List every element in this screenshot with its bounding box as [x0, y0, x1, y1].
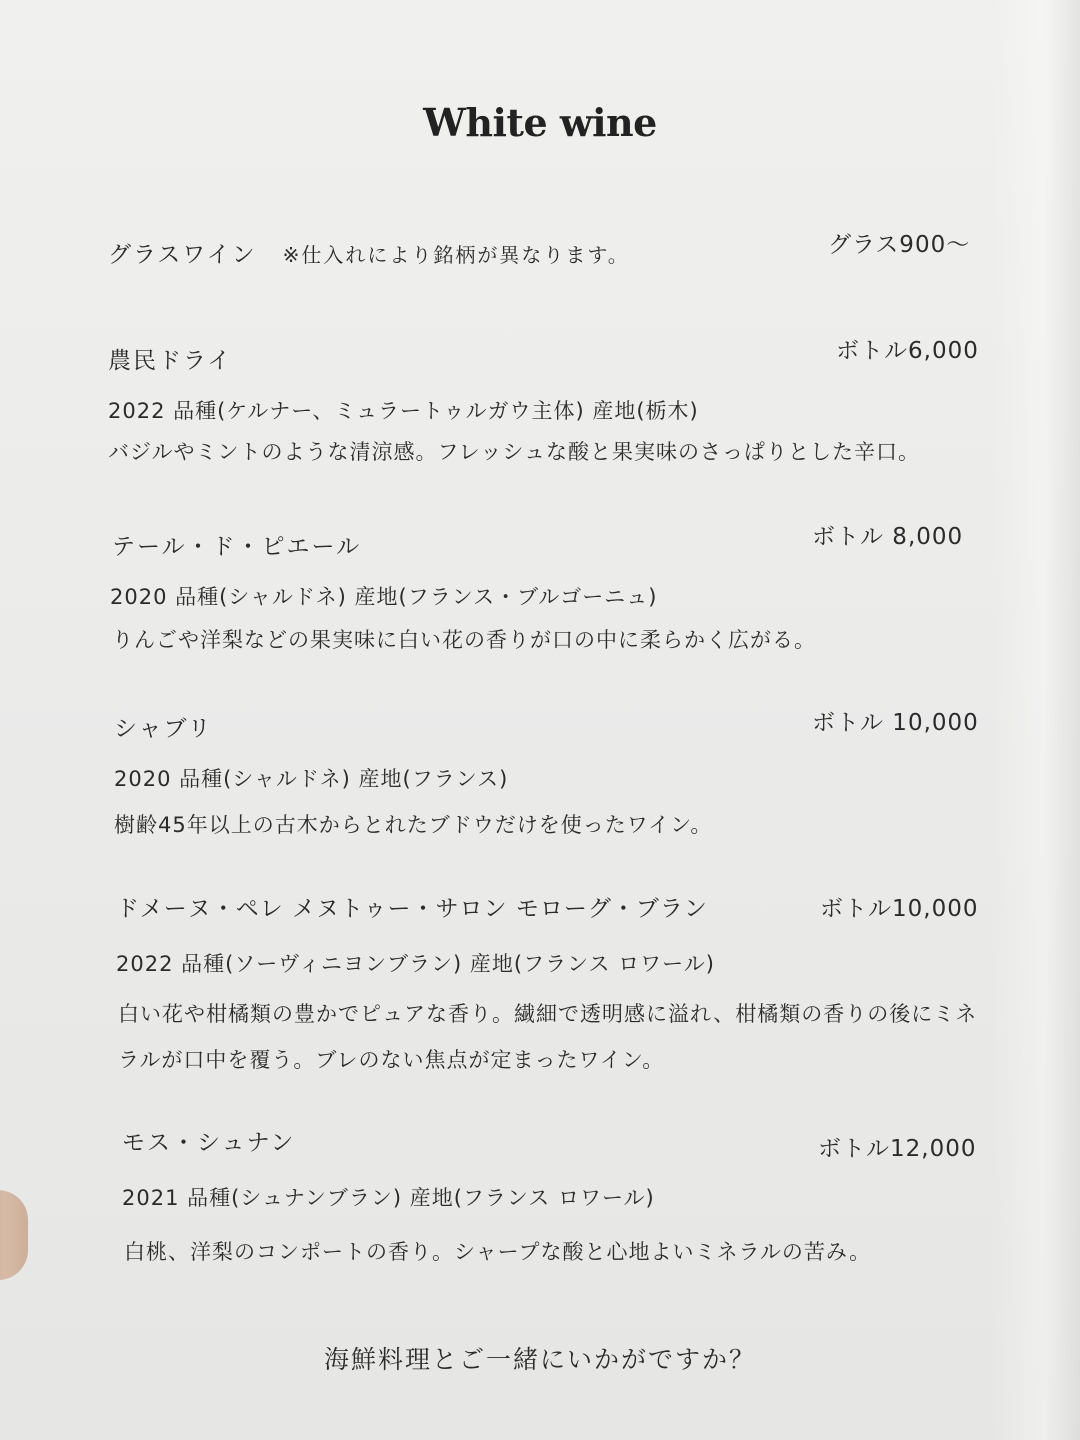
wine-description: りんごや洋梨などの果実味に白い花の香りが口の中に柔らかく広がる。: [112, 628, 816, 652]
wine-details: 2022 品種(ケルナー、ミュラートゥルガウ主体) 産地(栃木): [108, 399, 699, 423]
wine-price: ボトル6,000: [836, 338, 979, 364]
wine-details: 2022 品種(ソーヴィニヨンブラン) 産地(フランス ロワール): [116, 952, 715, 976]
wine-details: 2020 品種(シャルドネ) 産地(フランス・ブルゴーニュ): [110, 585, 658, 609]
glass-wine-note: ※仕入れにより銘柄が異なります。: [282, 243, 630, 267]
wine-price: ボトル 8,000: [812, 524, 964, 550]
wine-description-line: ラルが口中を覆う。ブレのない焦点が定まったワイン。: [118, 1048, 665, 1072]
footer-message: 海鮮料理とご一緒にいかがですか？: [323, 1345, 756, 1374]
plastic-sleeve-sheen: [990, 0, 1080, 1440]
wine-price: ボトル12,000: [818, 1136, 977, 1162]
wine-details: 2021 品種(シュナンブラン) 産地(フランス ロワール): [122, 1186, 655, 1210]
wine-details: 2020 品種(シャルドネ) 産地(フランス): [114, 767, 509, 791]
wine-name: モス・シュナン: [122, 1130, 296, 1156]
wine-name: ドメーヌ・ペレ メヌトゥー・サロン モローグ・ブラン: [116, 896, 708, 922]
wine-name: テール・ド・ピエール: [112, 534, 362, 560]
wine-description: 樹齢45年以上の古木からとれたブドウだけを使ったワイン。: [114, 813, 713, 837]
wine-description: 白桃、洋梨のコンポートの香り。シャープな酸と心地よいミネラルの苦み。: [124, 1240, 872, 1264]
wine-price: ボトル10,000: [820, 896, 979, 922]
wine-description-line: 白い花や柑橘類の豊かでピュアな香り。繊細で透明感に溢れ、柑橘類の香りの後にミネ: [118, 1002, 978, 1026]
wine-name: 農民ドライ: [108, 348, 233, 374]
glass-wine-price: グラス900～: [828, 232, 971, 258]
wine-description: バジルやミントのような清涼感。フレッシュな酸と果実味のさっぱりとした辛口。: [108, 440, 921, 464]
wine-price: ボトル 10,000: [812, 710, 979, 736]
wine-name: シャブリ: [114, 716, 213, 742]
glass-wine-name: グラスワイン: [108, 242, 257, 268]
glass-wine-line: [108, 236, 630, 269]
menu-title: White wine: [423, 100, 657, 145]
